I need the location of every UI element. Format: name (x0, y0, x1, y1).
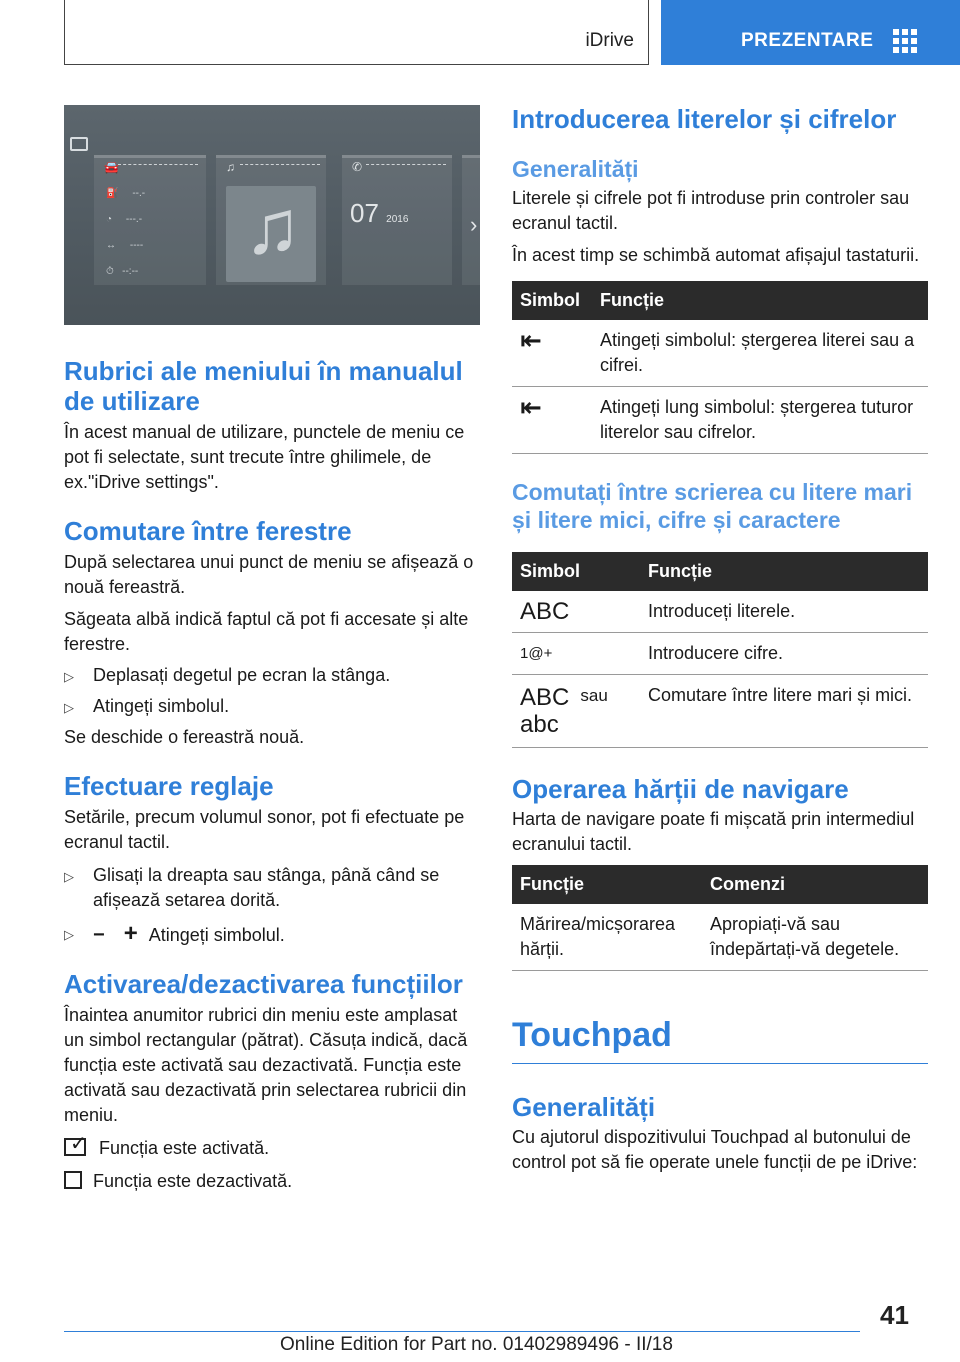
screen-card-phone (342, 155, 452, 285)
plus-icon: + (123, 920, 138, 947)
checkbox-empty-icon (64, 1171, 82, 1189)
paragraph-touchpad: Cu ajutorul dispozitivului Touchpad al butonului de control pot să fie operate unele funcții de pe iDrive: (512, 1127, 918, 1172)
table-map-gestures (512, 865, 928, 971)
page-number: 41 (880, 1300, 909, 1330)
table-delete-symbols (512, 281, 928, 454)
left-column (64, 105, 480, 1194)
table-header-function: Funcție (592, 281, 928, 320)
table-row: 1@+ Introducere cifre. (512, 633, 928, 675)
table-case-symbols (512, 552, 928, 748)
screen-card-next (462, 155, 480, 285)
heading-touchpad-general: Generalități (512, 1092, 656, 1122)
timer-icon: ⏱ --:-- (106, 266, 139, 277)
abc-upper-icon: ABC (520, 684, 570, 711)
checkbox-on-row: ✓ Funcția este activată. (64, 1136, 480, 1161)
distance-icon: ↔ ---- (106, 240, 144, 251)
paragraph-input: Literele și cifrele pot fi introduse prin controler sau ecranul tactil. (512, 188, 910, 233)
paragraph-new-window: Se deschide o fereastră nouă. (64, 727, 305, 747)
table-header-commands: Comenzi (702, 865, 928, 904)
backspace-long-icon: ⇤ (512, 387, 592, 454)
minus-icon: − (93, 924, 105, 946)
paragraph-switch-windows-2: Săgeata albă indică faptul că pot fi accesate și alte ferestre. (64, 609, 469, 654)
backspace-icon: ⇤ (512, 320, 592, 387)
table-row: ⇤ Atingeți lung simbolul: ștergerea tuturor literelor sau cifrelor. (512, 387, 928, 454)
table-header-function: Funcție (512, 865, 702, 904)
phone-icon: ✆ (352, 160, 363, 174)
paragraph-activate-functions: Înaintea anumitor rubrici din meniu este amplasat un simbol rectangular (pătrat). Căsuța indică, dacă funcția este activată sau dezactivată. Funcția este activată sau dezactivată prin selectarea rubricii din meniu. (64, 1005, 468, 1125)
paragraph-switch-windows-1: După selectarea unui punct de meniu se afișează o nouă fereastră. (64, 552, 474, 597)
bullet-tap-symbol: ▷ Atingeți simbolul. (64, 694, 480, 719)
table-header-symbol: Simbol (512, 281, 592, 320)
idrive-screen-image (64, 105, 480, 325)
music-note-icon: ♫ (226, 160, 235, 174)
fuel-icon: ⛽ --.- (106, 188, 146, 199)
heading-menu-items: Rubrici ale meniului în manualul de utilizare (64, 356, 463, 416)
table-row: ABC sau abc Comutare între litere mari și mici. (512, 675, 928, 748)
heading-switch-windows: Comutare între ferestre (64, 516, 352, 546)
checkbox-off-row: Funcția este dezactivată. (64, 1169, 480, 1194)
heading-letters-digits: Introducerea literelor și cifrelor (512, 104, 897, 134)
paragraph-settings: Setările, precum volumul sonor, pot fi efectuate pe ecranul tactil. (64, 807, 465, 852)
footer-edition: Online Edition for Part no. 01402989496 - II/18 (280, 1334, 673, 1355)
bullet-plus-minus: ▷ − + Atingeți simbolul. (64, 921, 480, 948)
screen-date: 07 2016 (350, 198, 409, 228)
right-column (512, 104, 928, 1175)
header-chapter-title: PREZENTARE (741, 30, 874, 51)
paragraph-map: Harta de navigare poate fi mișcată prin intermediul ecranului tactil. (512, 809, 915, 854)
numbers-symbols-icon: 1@+ (512, 633, 640, 675)
table-row: ABC Introduceți literele. (512, 591, 928, 633)
table-header-function: Funcție (640, 552, 928, 591)
bullet-swipe-setting: ▷ Glisați la dreapta sau stânga, până când se afișează setarea dorită. (64, 863, 480, 913)
screen-card-media (216, 155, 326, 285)
music-tile (226, 186, 316, 282)
header-section-box (64, 0, 649, 65)
screen-card-vehicle (94, 155, 206, 285)
paragraph-menu-items: În acest manual de utilizare, punctele de meniu ce pot fi selectate, sunt trecute între ghilimele, de ex."iDrive settings". (64, 422, 465, 492)
abc-lower-icon: abc (520, 711, 559, 738)
music-large-icon: ♫ (244, 185, 301, 270)
table-row: ⇤ Atingeți simbolul: ștergerea literei sau a cifrei. (512, 320, 928, 387)
heading-activate-functions: Activarea/dezactivarea funcțiilor (64, 969, 463, 999)
header-section-title: iDrive (585, 30, 634, 51)
footer-divider (64, 1331, 860, 1332)
heading-general: Generalități (512, 156, 639, 182)
bullet-swipe-left: ▷ Deplasați degetul pe ecran la stânga. (64, 663, 480, 688)
heading-case-switch: Comutați între scrierea cu litere mari și litere mici, cifre și caractere (512, 479, 913, 533)
header-chapter-box (661, 0, 960, 65)
heading-touchpad: Touchpad (512, 1015, 928, 1064)
gauge-icon: ◔ ---.- (106, 214, 143, 225)
chevron-right-icon: › (470, 212, 478, 237)
checkbox-checked-icon: ✓ (64, 1138, 86, 1156)
table-row: Mărirea/micșorarea hărții. Apropiați-vă sau îndepărtați-vă degetele. (512, 904, 928, 971)
heading-map-operation: Operarea hărții de navigare (512, 774, 849, 804)
grid-icon (893, 29, 917, 53)
heading-settings: Efectuare reglaje (64, 771, 274, 801)
abc-upper-icon: ABC (512, 591, 640, 633)
menu-icon (70, 137, 88, 151)
table-header-symbol: Simbol (512, 552, 640, 591)
car-icon: 🚘 (104, 160, 119, 174)
paragraph-keyboard: În acest timp se schimbă automat afișajul tastaturii. (512, 245, 920, 265)
